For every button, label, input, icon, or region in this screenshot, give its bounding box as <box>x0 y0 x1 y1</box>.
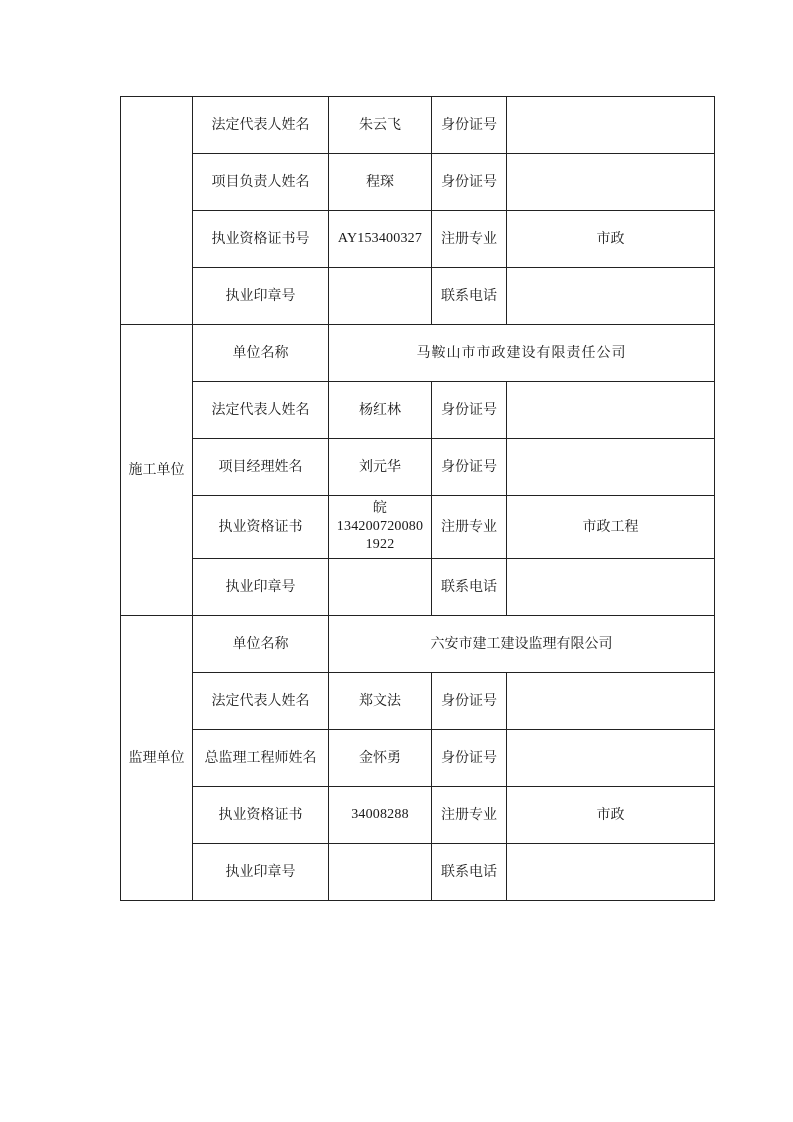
field-label: 单位名称 <box>193 616 329 673</box>
section-title <box>121 97 193 325</box>
field-value <box>507 154 715 211</box>
field-label: 执业资格证书 <box>193 496 329 559</box>
field-value: 市政 <box>507 211 715 268</box>
table-row <box>121 154 715 211</box>
field-label: 项目经理姓名 <box>193 439 329 496</box>
field-value: 市政工程 <box>507 496 715 559</box>
field-value <box>507 97 715 154</box>
field-value: 金怀勇 <box>329 730 432 787</box>
field-value <box>507 268 715 325</box>
table-row <box>121 439 715 496</box>
field-value <box>329 268 432 325</box>
field-value: 马鞍山市市政建设有限责任公司 <box>329 325 715 382</box>
field-label: 总监理工程师姓名 <box>193 730 329 787</box>
table-row <box>121 496 715 559</box>
field-label: 联系电话 <box>432 844 507 901</box>
field-label: 项目负责人姓名 <box>193 154 329 211</box>
field-label: 联系电话 <box>432 268 507 325</box>
table-row <box>121 559 715 616</box>
field-value: 程琛 <box>329 154 432 211</box>
field-label: 注册专业 <box>432 787 507 844</box>
cert-line: 1922 <box>365 537 395 552</box>
field-value <box>507 382 715 439</box>
field-value <box>329 844 432 901</box>
field-label: 法定代表人姓名 <box>193 97 329 154</box>
field-label: 法定代表人姓名 <box>193 382 329 439</box>
field-value: 市政 <box>507 787 715 844</box>
field-label: 身份证号 <box>432 97 507 154</box>
field-label: 联系电话 <box>432 559 507 616</box>
table-row <box>121 382 715 439</box>
field-label: 注册专业 <box>432 496 507 559</box>
field-label: 身份证号 <box>432 439 507 496</box>
field-label: 执业资格证书号 <box>193 211 329 268</box>
field-value: 朱云飞 <box>329 97 432 154</box>
field-label: 执业印章号 <box>193 268 329 325</box>
table-row <box>121 211 715 268</box>
info-table <box>120 96 715 901</box>
field-value <box>507 559 715 616</box>
table-row <box>121 616 715 673</box>
field-label: 身份证号 <box>432 730 507 787</box>
field-value <box>507 844 715 901</box>
field-value <box>507 439 715 496</box>
field-value: 郑文法 <box>329 673 432 730</box>
table-row <box>121 325 715 382</box>
table-row <box>121 673 715 730</box>
field-value: 34008288 <box>329 787 432 844</box>
field-value: 六安市建工建设监理有限公司 <box>329 616 715 673</box>
cert-line: 134200720080 <box>336 519 424 534</box>
table-row <box>121 730 715 787</box>
cert-line: 皖 <box>372 501 388 516</box>
field-label: 身份证号 <box>432 382 507 439</box>
field-value <box>329 496 432 559</box>
field-label: 执业资格证书 <box>193 787 329 844</box>
table-row <box>121 844 715 901</box>
field-label: 执业印章号 <box>193 844 329 901</box>
table-row <box>121 268 715 325</box>
field-value: AY153400327 <box>329 211 432 268</box>
field-value: 刘元华 <box>329 439 432 496</box>
field-label: 身份证号 <box>432 673 507 730</box>
field-label: 法定代表人姓名 <box>193 673 329 730</box>
field-label: 身份证号 <box>432 154 507 211</box>
field-value: 杨红林 <box>329 382 432 439</box>
field-value <box>507 730 715 787</box>
section-title: 施工单位 <box>121 325 193 616</box>
table-row <box>121 787 715 844</box>
field-label: 注册专业 <box>432 211 507 268</box>
field-value <box>329 559 432 616</box>
field-label: 单位名称 <box>193 325 329 382</box>
section-title: 监理单位 <box>121 616 193 901</box>
field-label: 执业印章号 <box>193 559 329 616</box>
table-row <box>121 97 715 154</box>
field-value <box>507 673 715 730</box>
